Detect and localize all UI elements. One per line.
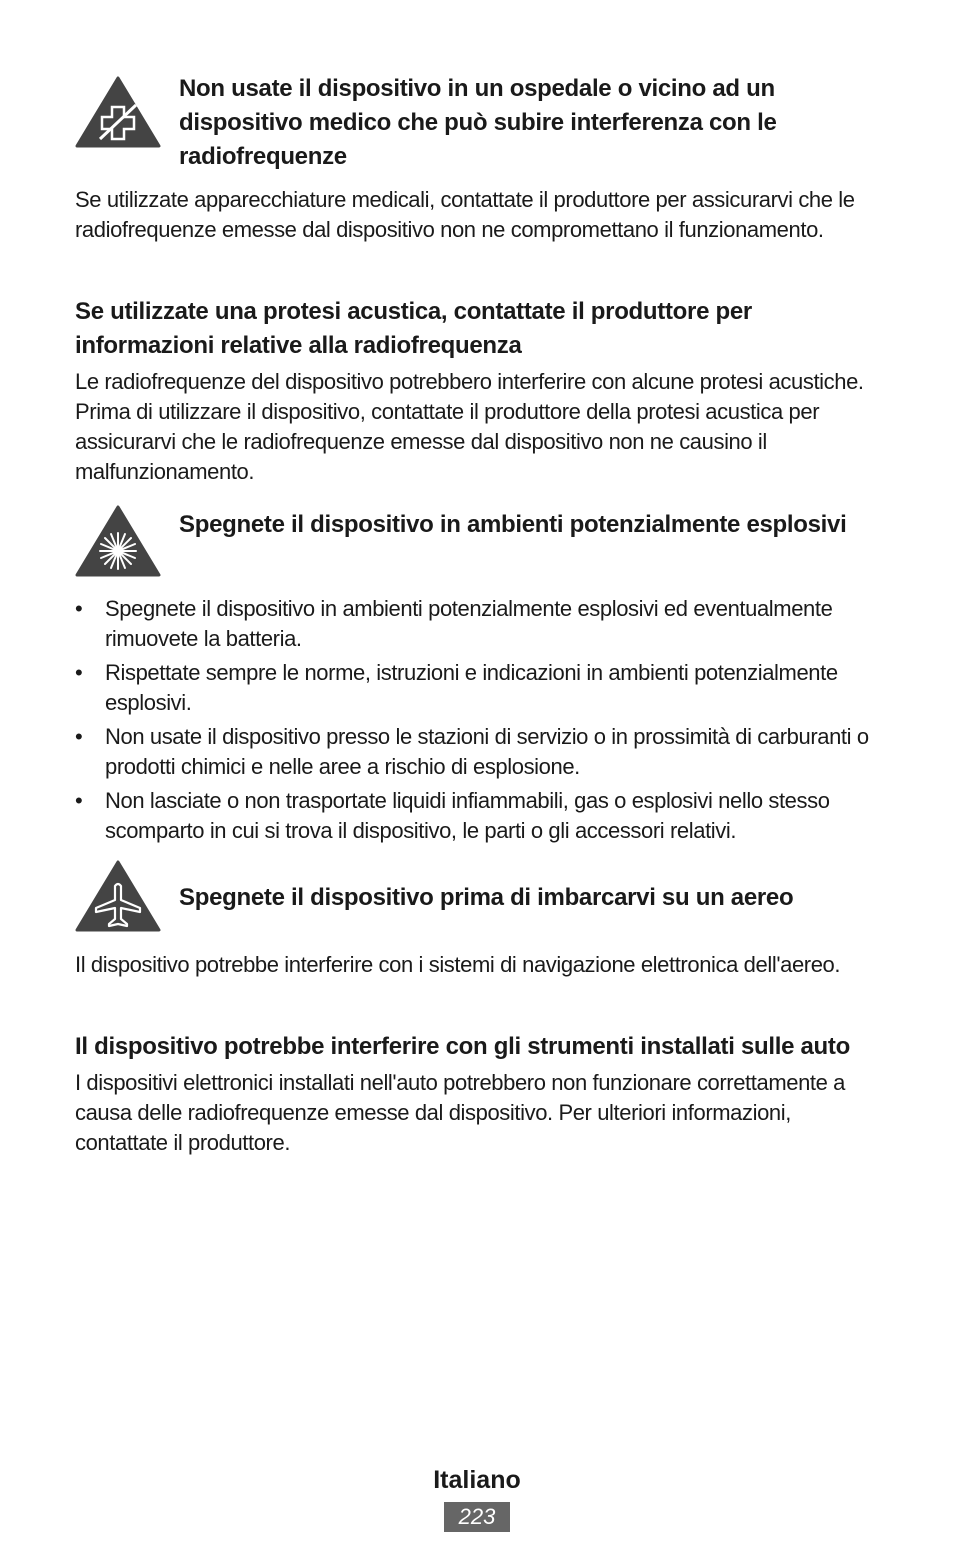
section-explosive-body — [75, 594, 881, 850]
list-item — [75, 658, 881, 718]
bullet-dot: • — [75, 596, 83, 621]
section-cars — [75, 1030, 881, 1158]
section-medical-text: Se utilizzate apparecchiature medicali, contattate il produttore per assicurarvi che le radiofrequenze emesse dal dispositivo non ne compromettano il funzionamento. — [75, 187, 855, 242]
section-explosive-title: Spegnete il dispositivo in ambienti potenzialmente esplosivi — [179, 511, 847, 538]
section-cars-title: Il dispositivo potrebbe interferire con gli strumenti installati sulle auto — [75, 1033, 850, 1060]
bullet-dot: • — [75, 660, 83, 685]
section-hearing-aid-text: Le radiofrequenze del dispositivo potrebbero interferire con alcune protesi acustiche. Prima di utilizzare il dispositivo, contattate il produttore della protesi acustica per assicurarvi che le radiofrequenze emesse dal dispositivo non ne causino il malfunzionamento. — [75, 369, 864, 484]
footer-language: Italiano — [433, 1466, 521, 1494]
list-item — [75, 786, 881, 846]
bullet-dot: • — [75, 788, 83, 813]
airplane-icon — [75, 860, 161, 932]
section-medical-body — [75, 185, 881, 245]
no-medical-device-icon — [75, 76, 161, 148]
page-number-badge: 223 — [444, 1502, 510, 1532]
section-hearing-aid-title: Se utilizzate una protesi acustica, contattate il produttore per informazioni relative alla radiofrequenza — [75, 298, 752, 359]
list-item-text: Non lasciate o non trasportate liquidi infiammabili, gas o esplosivi nello stesso scomparto in cui si trova il dispositivo, le parti o gli accessori relativi. — [105, 788, 830, 843]
section-medical-title: Non usate il dispositivo in un ospedale o vicino ad un dispositivo medico che può subire interferenza con le radiofrequenze — [179, 75, 777, 170]
list-item-text: Spegnete il dispositivo in ambienti potenzialmente esplosivi ed eventualmente rimuovete la batteria. — [105, 596, 833, 651]
section-aircraft-title: Spegnete il dispositivo prima di imbarcarvi su un aereo — [179, 884, 794, 911]
list-item — [75, 722, 881, 782]
bullet-dot: • — [75, 724, 83, 749]
page-footer — [0, 1462, 954, 1532]
section-aircraft-text: Il dispositivo potrebbe interferire con i sistemi di navigazione elettronica dell'aereo. — [75, 952, 841, 977]
list-item-text: Rispettate sempre le norme, istruzioni e indicazioni in ambienti potenzialmente esplosivi. — [105, 660, 838, 715]
section-aircraft-body — [75, 950, 881, 980]
explosive-bullet-list — [75, 594, 881, 846]
list-item-text: Non usate il dispositivo presso le stazioni di servizio o in prossimità di carburanti o prodotti chimici e nelle aree a rischio di esplosione. — [105, 724, 869, 779]
section-hearing-aid — [75, 295, 881, 487]
section-cars-text: I dispositivi elettronici installati nell'auto potrebbero non funzionare correttamente a causa delle radiofrequenze emesse dal dispositivo. Per ulteriori informazioni, contattate il produttore. — [75, 1070, 846, 1155]
list-item — [75, 594, 881, 654]
explosive-atmosphere-icon — [75, 505, 161, 577]
